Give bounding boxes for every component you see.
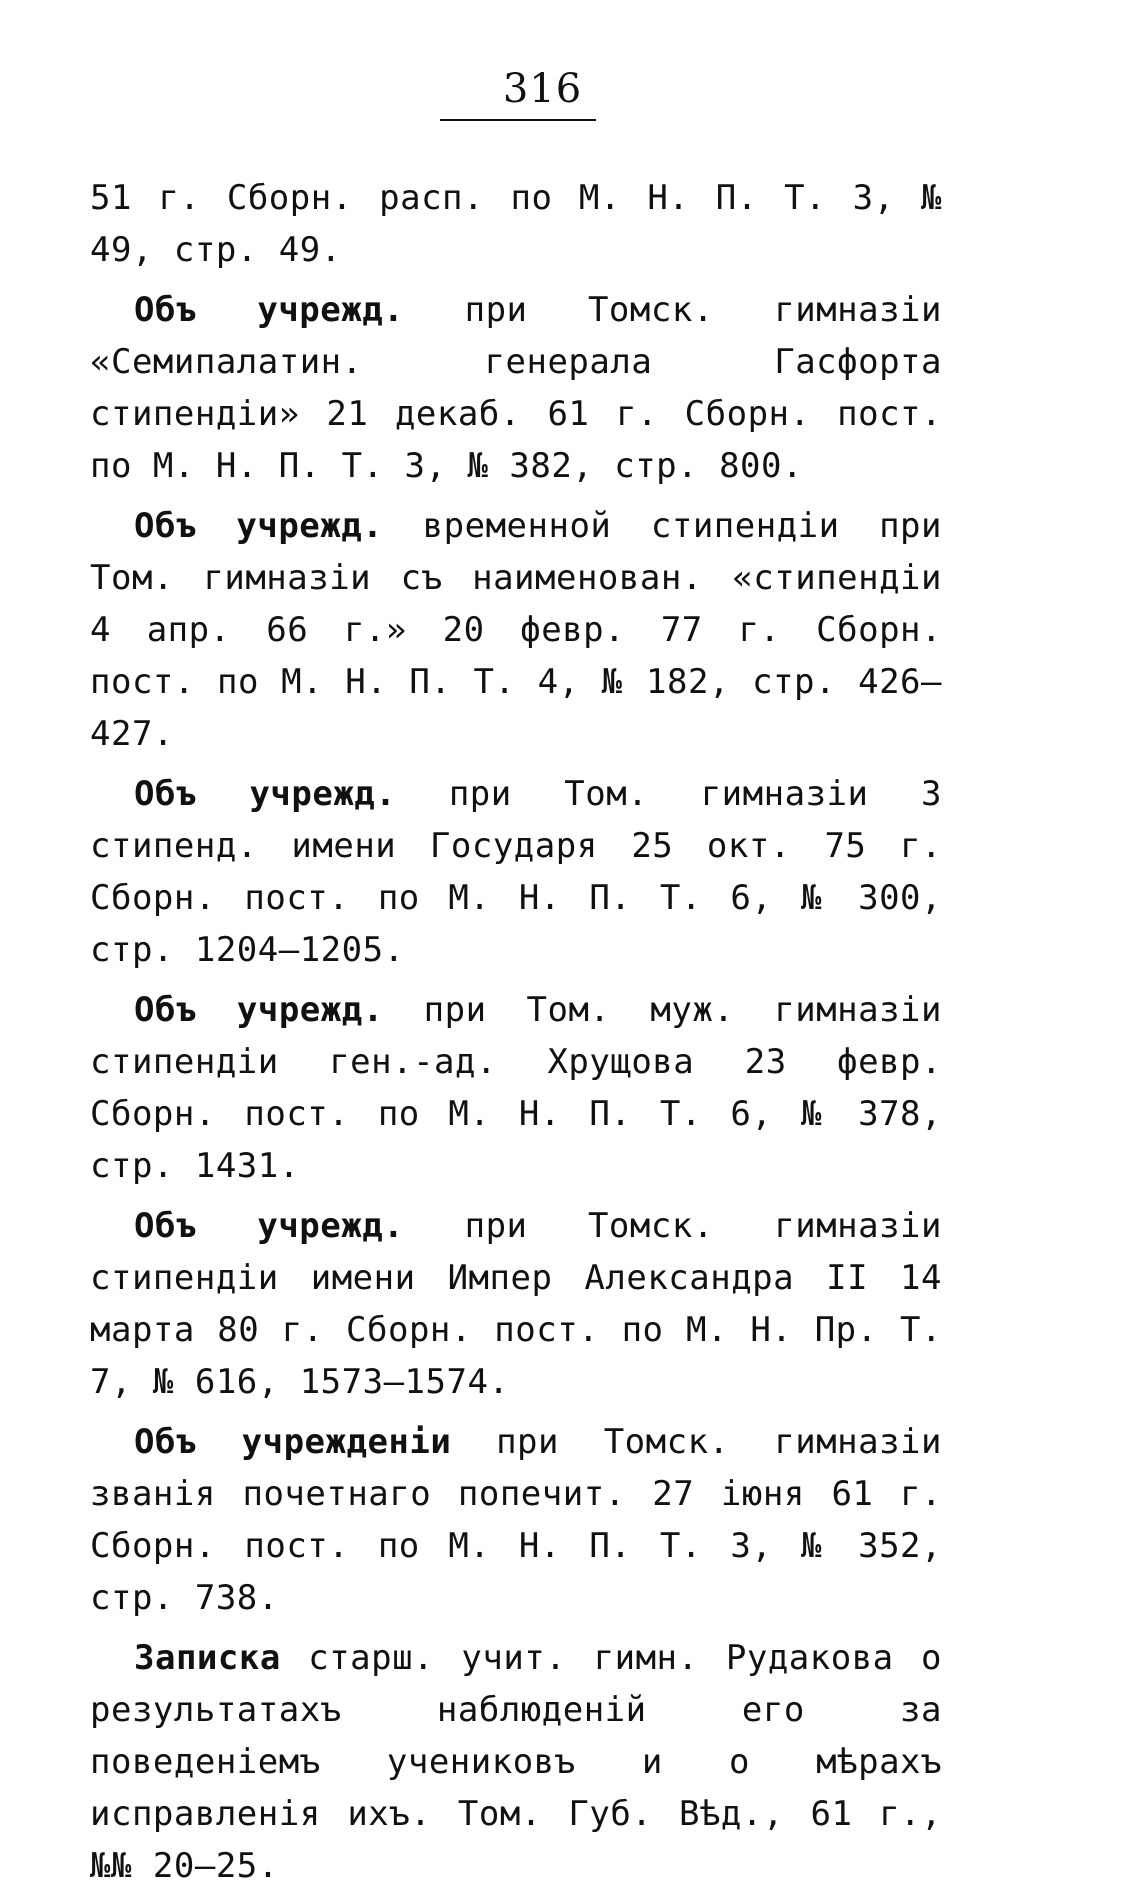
entry-lead: Объ учрежд. — [134, 290, 405, 330]
entry-text: при Том. гимназіи 3 стипенд. имени Государя 25 окт. 75 г. Сборн. пост. по М. Н. П. Т. 6, № 300, стр. 1204—1205. — [90, 774, 942, 970]
entry-text: при Томск. гимназіи «Семипалатин. генерала Гасфорта стипендіи» 21 декаб. 61 г. Сборн. пост. по М. Н. П. Т. 3, № 382, стр. 800. — [90, 290, 942, 486]
entry-text: временной стипендіи при Том. гимназіи съ наименован. «стипендіи 4 апр. 66 г.» 20 февр. 77 г. Сборн. пост. по М. Н. П. Т. 4, № 182, стр. 426—427. — [90, 506, 942, 754]
entry-text: при Томск. гимназіи стипендіи имени Импер Александра II 14 марта 80 г. Сборн. пост. по М. Н. Пр. Т. 7, № 616, 1573—1574. — [90, 1206, 942, 1402]
entry — [90, 1416, 942, 1624]
entry-text: при Томск. гимназіи званія почетнаго попечит. 27 іюня 61 г. Сборн. пост. по М. Н. П. Т. 3, № 352, стр. 738. — [90, 1422, 942, 1618]
entry — [90, 284, 942, 492]
entry-lead: Объ учрежд. — [134, 506, 384, 546]
entry-lead: Объ учрежд. — [134, 774, 397, 814]
page-number: 316 — [502, 66, 583, 112]
entry-text: старш. учит. гимн. Рудакова о результатахъ наблюденій его за поведеніемъ учениковъ и о мѣрахъ исправленія ихъ. Том. Губ. Вѣд., 61 г., №№ 20—25. — [90, 1638, 942, 1886]
header-rule — [440, 119, 596, 121]
entry — [90, 768, 942, 976]
entry-text: при Том. муж. гимназіи стипендіи ген.-ад. Хрущова 23 февр. Сборн. пост. по М. Н. П. Т. 6, № 378, стр. 1431. — [90, 990, 942, 1186]
entry — [90, 984, 942, 1192]
entry-lead: Объ учрежд. — [134, 1206, 405, 1246]
entry-lead: Записка — [134, 1638, 281, 1678]
entries-list — [90, 172, 942, 1900]
entry-lead: Объ учрежденіи — [134, 1422, 452, 1462]
entry-lead: Объ учрежд. — [134, 990, 384, 1030]
entry — [90, 1632, 942, 1892]
entry-continuation — [90, 172, 942, 276]
entry-text: 51 г. Сборн. расп. по М. Н. П. Т. 3, № 49, стр. 49. — [90, 178, 942, 270]
entry — [90, 500, 942, 760]
entry — [90, 1200, 942, 1408]
